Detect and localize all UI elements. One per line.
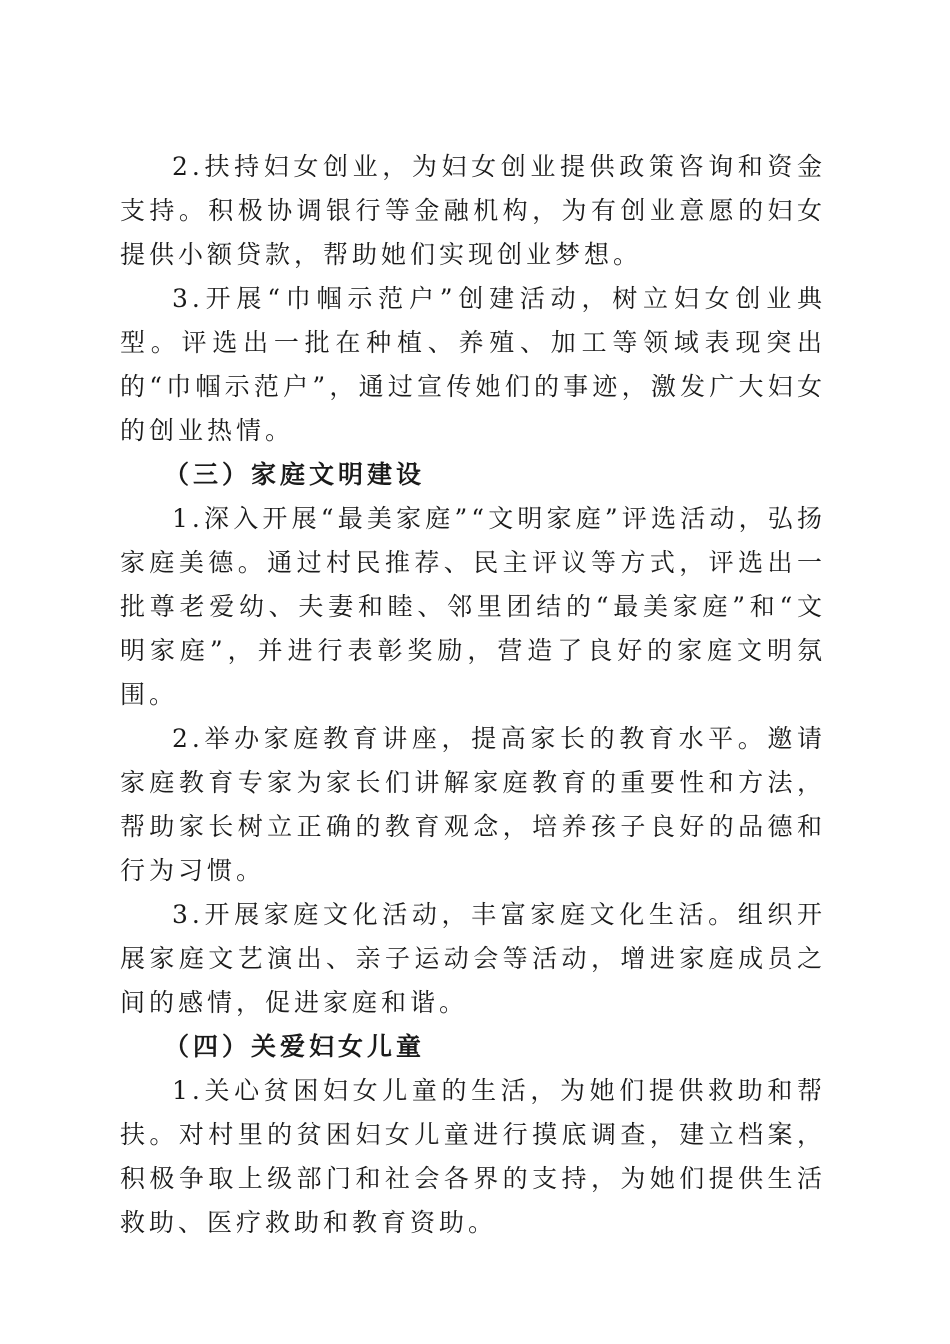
section-heading-family-civilization: （三）家庭文明建设	[164, 460, 426, 489]
paragraph-model-household: 3.开展“巾帼示范户”创建活动，树立妇女创业典型。评选出一批在种植、养殖、加工等领域表现突出的“巾帼示范户”，通过宣传她们的事迹，激发广大妇女的创业热情。	[120, 284, 826, 445]
section-heading-care-women-children: （四）关爱妇女儿童	[164, 1032, 426, 1061]
document-body	[120, 145, 826, 1245]
paragraph-best-family-selection: 1.深入开展“最美家庭”“文明家庭”评选活动，弘扬家庭美德。通过村民推荐、民主评议等方式，评选出一批尊老爱幼、夫妻和睦、邻里团结的“最美家庭”和“文明家庭”，并进行表彰奖励，营造了良好的家庭文明氛围。	[120, 504, 826, 709]
paragraph-poor-women-children-aid: 1.关心贫困妇女儿童的生活，为她们提供救助和帮扶。对村里的贫困妇女儿童进行摸底调查，建立档案，积极争取上级部门和社会各界的支持，为她们提供生活救助、医疗救助和教育资助。	[120, 1076, 826, 1237]
paragraph-entrepreneurship-support: 2.扶持妇女创业，为妇女创业提供政策咨询和资金支持。积极协调银行等金融机构，为有创业意愿的妇女提供小额贷款，帮助她们实现创业梦想。	[120, 152, 826, 269]
paragraph-family-culture-activities: 3.开展家庭文化活动，丰富家庭文化生活。组织开展家庭文艺演出、亲子运动会等活动，增进家庭成员之间的感情，促进家庭和谐。	[120, 900, 826, 1017]
paragraph-family-education-lecture: 2.举办家庭教育讲座，提高家长的教育水平。邀请家庭教育专家为家长们讲解家庭教育的重要性和方法，帮助家长树立正确的教育观念，培养孩子良好的品德和行为习惯。	[120, 724, 826, 885]
